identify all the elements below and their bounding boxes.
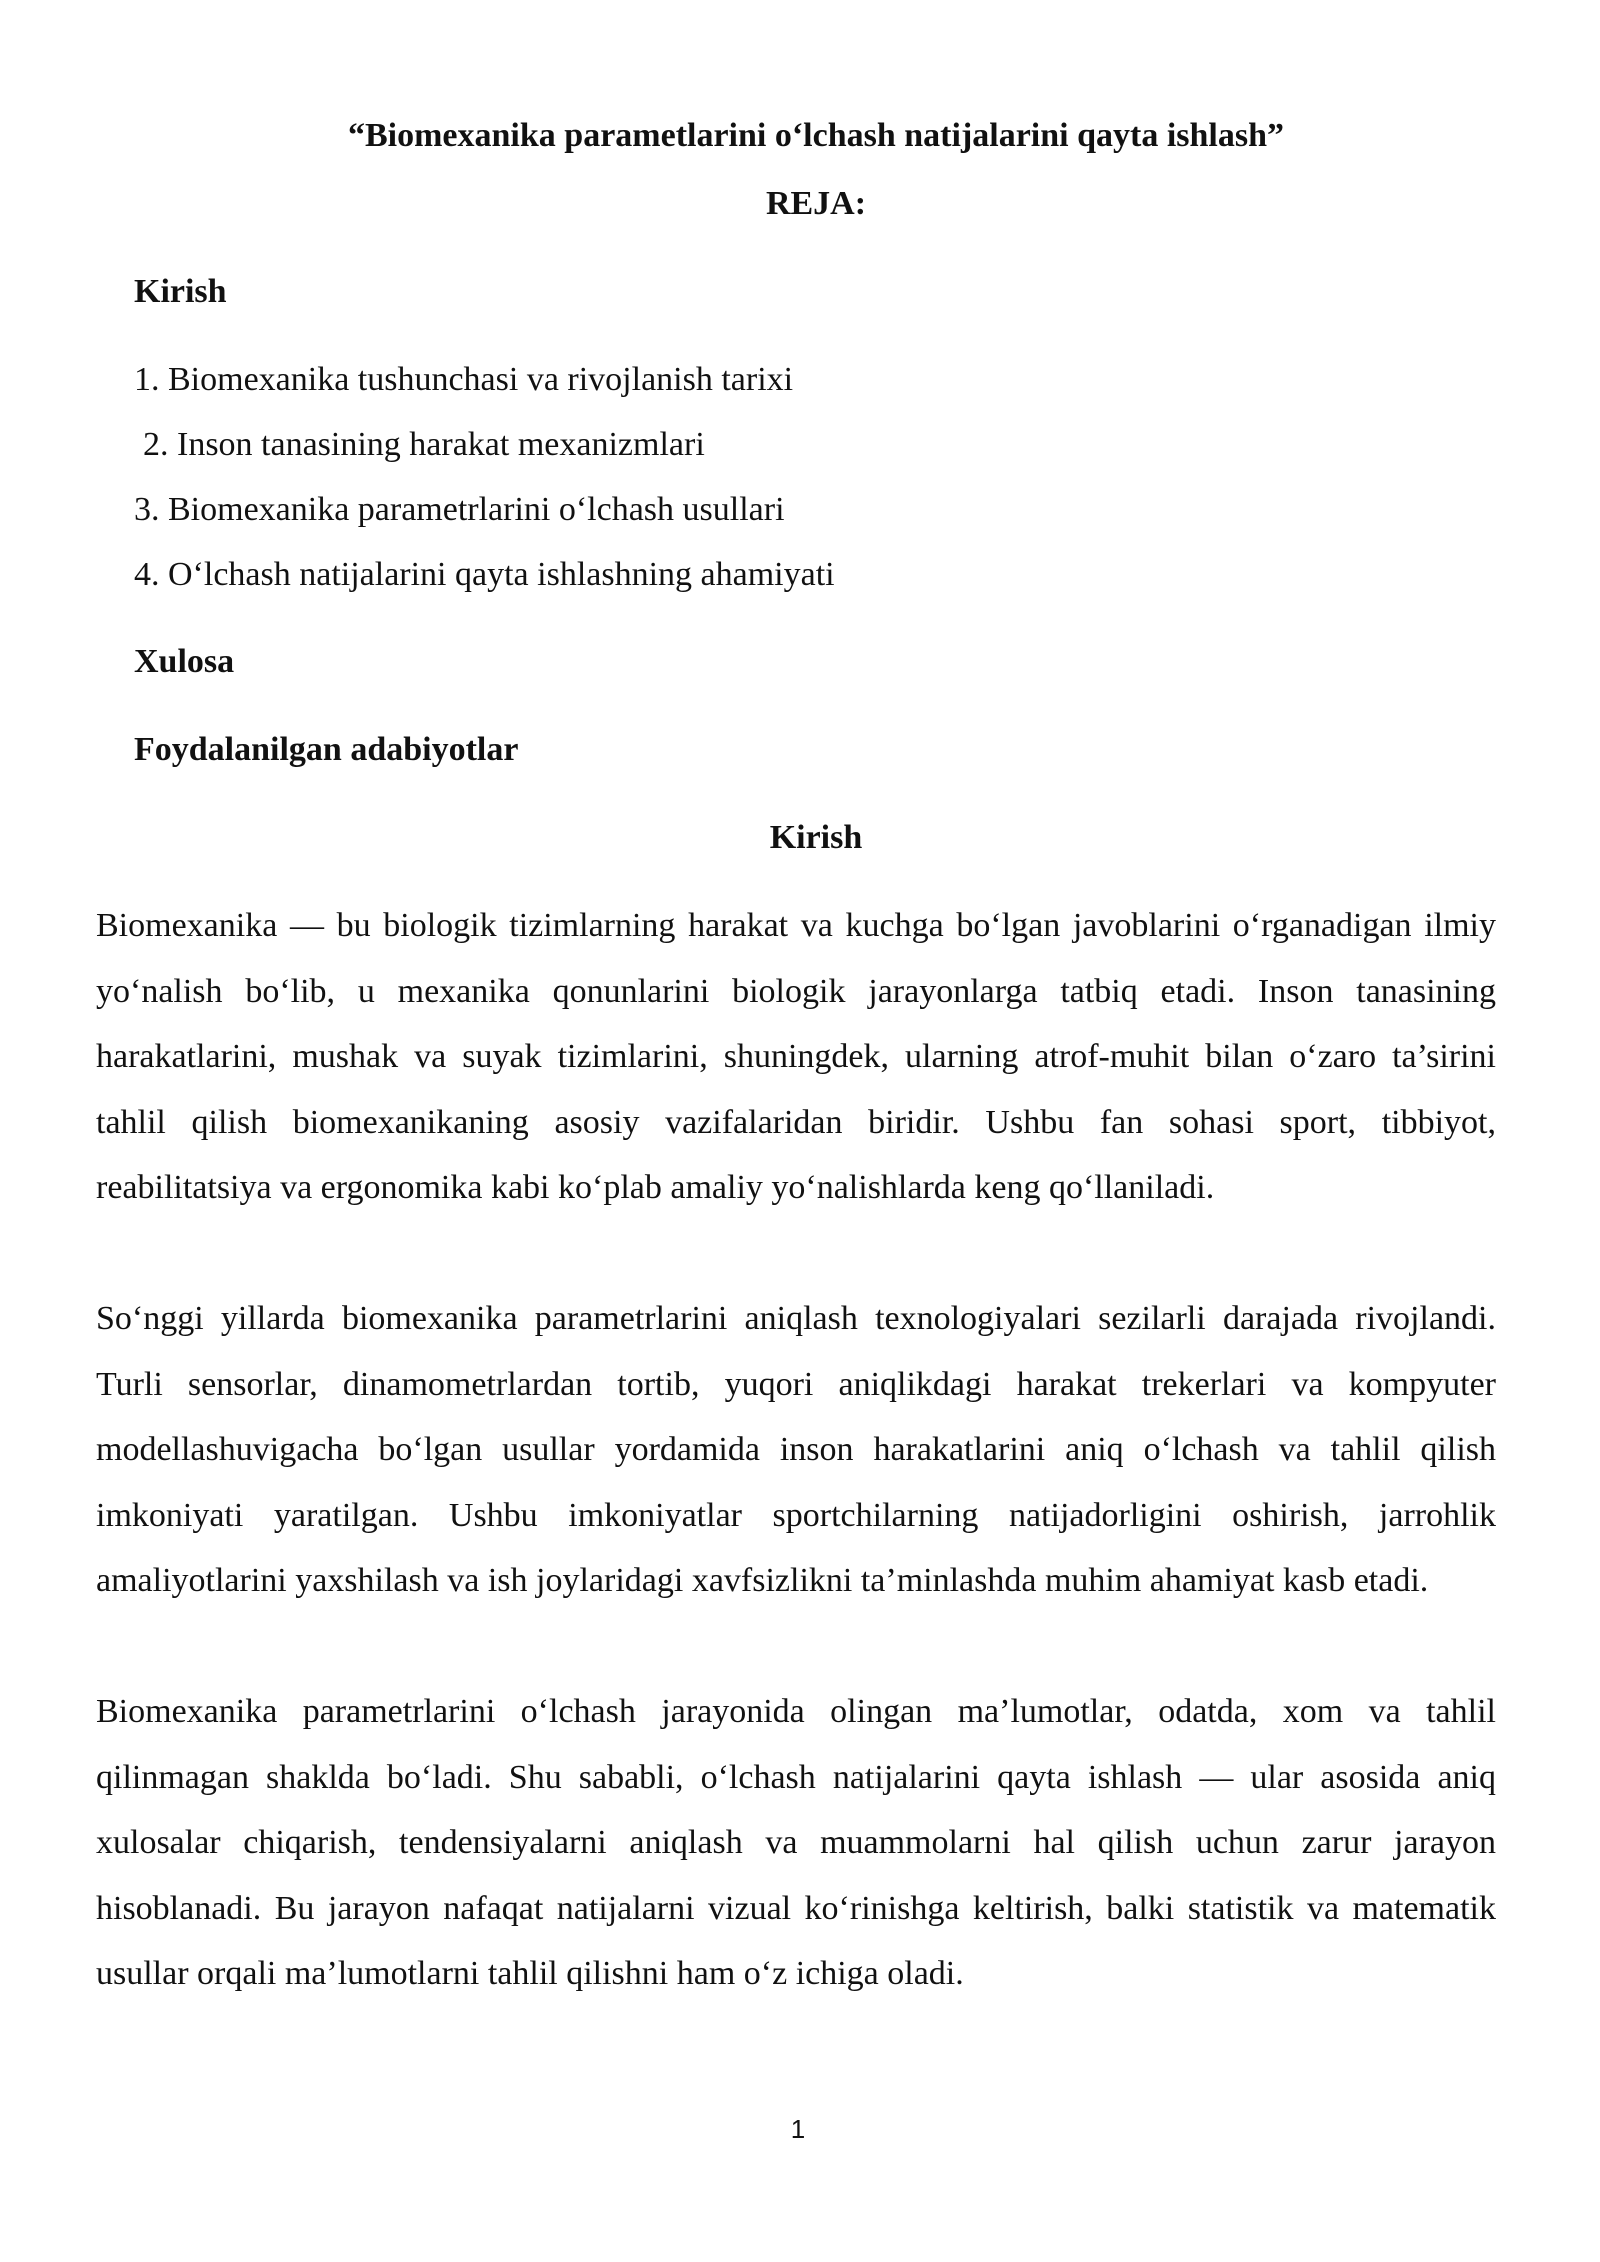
intro-paragraph-1: Biomexanika — bu biologik tizimlarning harakat va kuchga bo‘lgan javoblarini o‘rganadigan ilmiy yo‘nalish bo‘lib, u mexanika qonunlarini biologik jarayonlarga tatbiq etadi. Inson tanasining harakatlarini, mushak va suyak tizimlarini, shuningdek, ularning atrof-muhit bilan o‘zaro ta’sirini tahlil qilish biomexanikaning asosiy vazifalaridan biridir. Ushbu fan sohasi sport, tibbiyot, reabilitatsiya va ergonomika kabi ko‘plab amaliy yo‘nalishlarda keng qo‘llaniladi.	[96, 907, 1496, 1206]
plan-item-4: 4. O‘lchash natijalarini qayta ishlashning ahamiyati	[134, 556, 835, 593]
intro-paragraph-3: Biomexanika parametrlarini o‘lchash jarayonida olingan ma’lumotlar, odatda, xom va tahlil qilinmagan shaklda bo‘ladi. Shu sababli, o‘lchash natijalarini qayta ishlash — ular asosida aniq xulosalar chiqarish, tendensiyalarni aniqlash va muammolarni hal qilish uchun zarur jarayon hisoblanadi. Bu jarayon nafaqat natijalarni vizual ko‘rinishga keltirish, balki statistik va matematik usullar orqali ma’lumotlarni tahlil qilishni ham o‘z ichiga oladi.	[96, 1693, 1496, 1992]
page-number: 1	[790, 2114, 806, 2144]
plan-item-2: 2. Inson tanasining harakat mexanizmlari	[143, 426, 705, 463]
intro-paragraph-2: So‘nggi yillarda biomexanika parametrlarini aniqlash texnologiyalari sezilarli darajada rivojlandi. Turli sensorlar, dinamometrlardan tortib, yuqori aniqlikdagi harakat trekerlari va kompyuter modellashuvigacha bo‘lgan usullar yordamida inson harakatlarini aniq o‘lchash va tahlil qilish imkoniyati yaratilgan. Ushbu imkoniyatlar sportchilarning natijadorligini oshirish, jarrohlik amaliyotlarini yaxshilash va ish joylaridagi xavfsizlikni ta’minlashda muhim ahamiyat kasb etadi.	[96, 1300, 1496, 1599]
plan-references-label: Foydalanilgan adabiyotlar	[134, 731, 519, 768]
plan-heading: REJA:	[765, 185, 867, 222]
plan-conclusion-label: Xulosa	[134, 643, 235, 680]
section-heading-intro: Kirish	[769, 819, 863, 856]
document-title: “Biomexanika parametlarini o‘lchash natijalarini qayta ishlash”	[347, 117, 1285, 154]
plan-item-3: 3. Biomexanika parametrlarini o‘lchash usullari	[134, 491, 785, 528]
plan-intro-label: Kirish	[134, 273, 227, 310]
plan-item-1: 1. Biomexanika tushunchasi va rivojlanish tarixi	[134, 361, 794, 398]
